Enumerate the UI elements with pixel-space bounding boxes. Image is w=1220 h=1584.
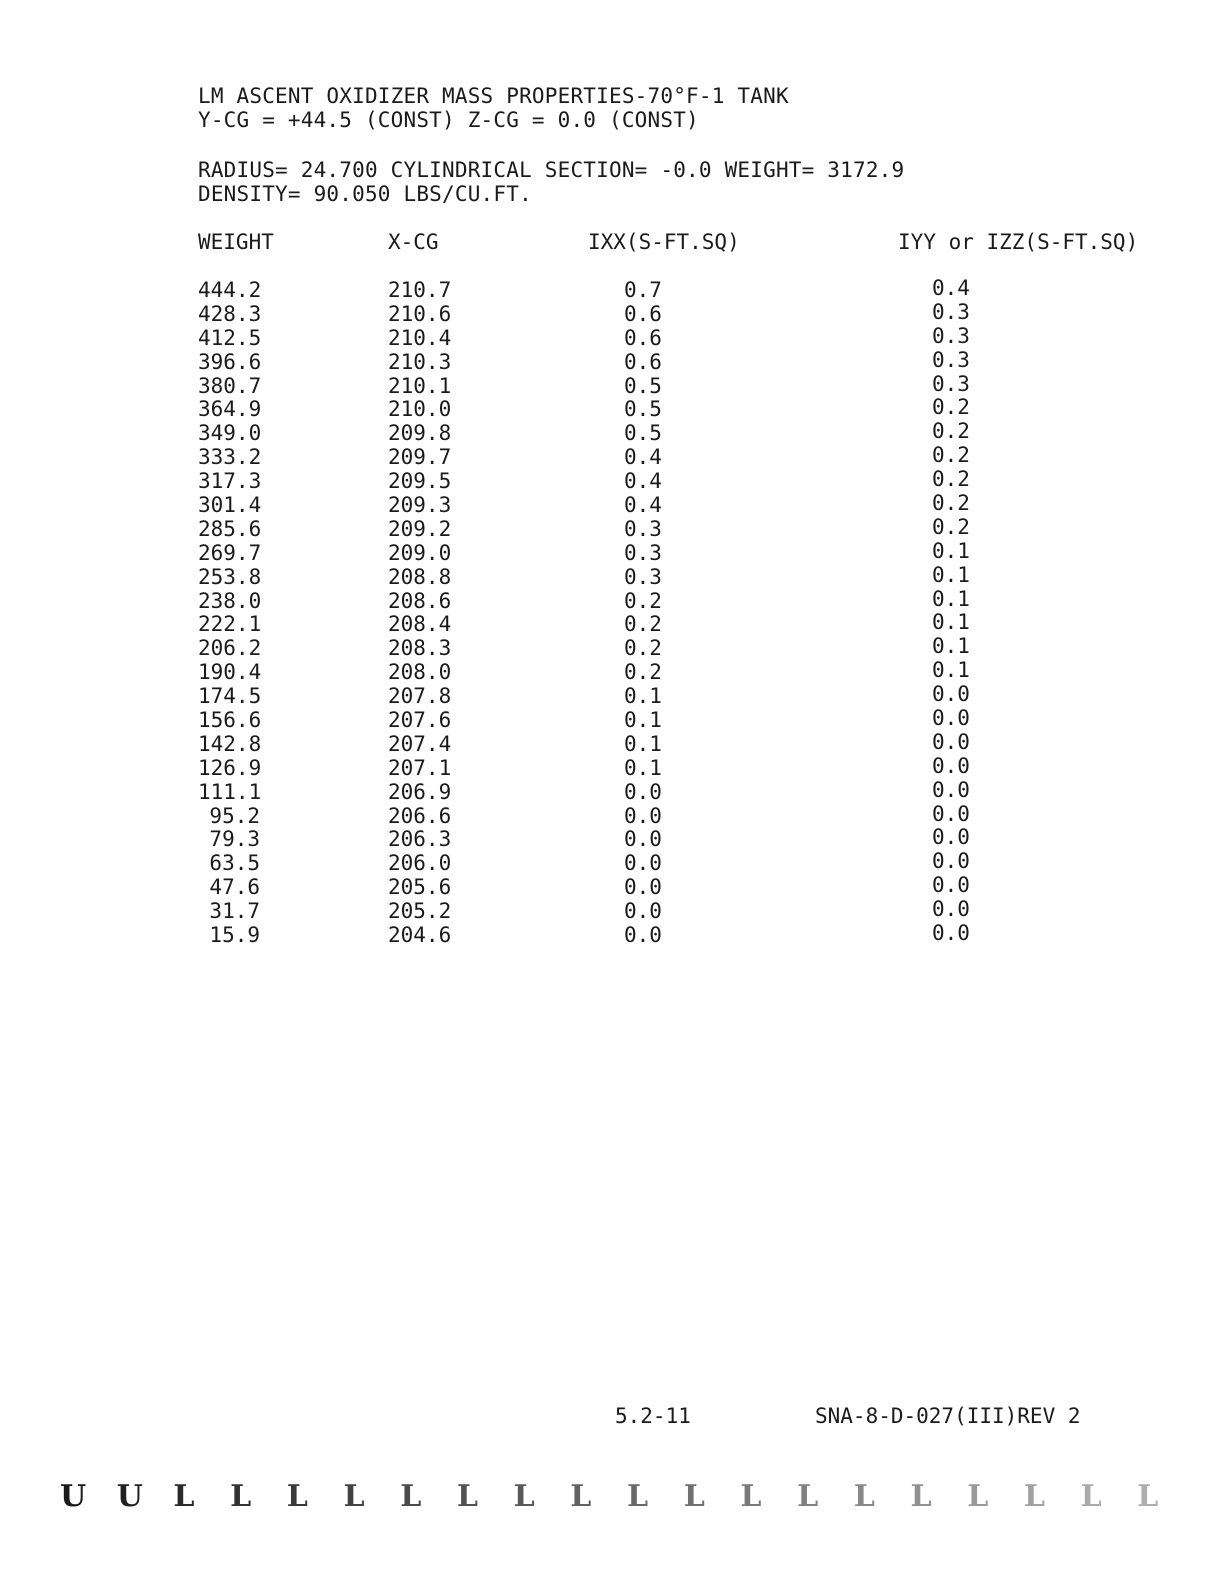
table-cell-iyy: 0.4 — [932, 276, 970, 300]
edge-mark: L — [740, 1479, 762, 1514]
table-cell-weight: 79.3 — [209, 827, 260, 852]
table-cell-ixx: 0.6 — [624, 301, 662, 326]
table-cell-xcg: 208.3 — [388, 636, 452, 661]
table-cell-ixx: 0.0 — [624, 827, 662, 852]
table-cell-xcg: 209.2 — [388, 516, 452, 541]
table-row — [0, 851, 1220, 875]
table-cell-ixx: 0.1 — [624, 755, 662, 780]
table-cell-iyy: 0.3 — [932, 323, 970, 348]
table-cell-ixx: 0.1 — [624, 708, 662, 733]
table-cell-weight: 95.2 — [209, 803, 260, 828]
page-number: 5.2-11 — [615, 1404, 691, 1428]
edge-mark: L — [456, 1479, 478, 1514]
table-cell-iyy: 0.0 — [932, 921, 970, 946]
table-cell-xcg: 209.3 — [388, 493, 452, 518]
table-cell-weight: 126.9 — [198, 755, 262, 780]
table-cell-iyy: 0.1 — [932, 610, 970, 635]
table-row — [0, 729, 1220, 756]
table-row — [0, 397, 1220, 421]
table-cell-iyy: 0.2 — [932, 419, 970, 444]
edge-mark: L — [1080, 1479, 1102, 1514]
table-row — [0, 514, 1220, 541]
tank-parameters: RADIUS= 24.700 CYLINDRICAL SECTION= -0.0 WEIGHT= 3172.9 — [198, 158, 905, 182]
table-cell-weight: 333.2 — [198, 445, 262, 470]
table-cell-iyy: 0.1 — [932, 634, 970, 659]
table-cell-xcg: 209.8 — [388, 421, 452, 446]
table-cell-iyy: 0.0 — [932, 753, 970, 778]
table-cell-weight: 444.2 — [198, 278, 262, 302]
edge-mark: L — [173, 1479, 195, 1514]
table-cell-iyy: 0.0 — [932, 825, 970, 850]
edge-mark: U — [116, 1479, 143, 1514]
table-cell-ixx: 0.2 — [624, 588, 662, 613]
table-cell-weight: 317.3 — [198, 469, 262, 494]
density-parameter: DENSITY= 90.050 LBS/CU.FT. — [198, 182, 532, 206]
table-cell-ixx: 0.2 — [624, 612, 662, 637]
edge-mark: L — [683, 1479, 705, 1514]
edge-mark: U — [60, 1479, 87, 1514]
table-row — [0, 612, 1220, 636]
table-cell-weight: 253.8 — [198, 564, 262, 589]
edge-mark: L — [230, 1479, 252, 1514]
table-cell-xcg: 204.6 — [388, 923, 452, 948]
table-cell-iyy: 0.0 — [932, 682, 970, 707]
table-cell-weight: 31.7 — [209, 899, 260, 924]
table-row — [0, 445, 1220, 469]
edge-mark: L — [400, 1479, 422, 1514]
table-cell-xcg: 206.9 — [388, 779, 452, 804]
table-row — [0, 636, 1220, 660]
table-cell-iyy: 0.0 — [932, 729, 970, 754]
table-cell-iyy: 0.2 — [932, 395, 970, 420]
table-row — [0, 899, 1220, 923]
edge-mark: L — [343, 1479, 365, 1514]
table-cell-ixx: 0.1 — [624, 731, 662, 756]
table-cell-ixx: 0.0 — [624, 899, 662, 924]
table-row — [0, 278, 1220, 302]
table-cell-iyy: 0.0 — [932, 801, 970, 826]
table-cell-xcg: 207.8 — [388, 684, 452, 709]
table-cell-weight: 364.9 — [198, 397, 262, 422]
edge-mark: L — [286, 1479, 308, 1514]
table-cell-ixx: 0.1 — [624, 684, 662, 709]
table-cell-weight: 156.6 — [198, 708, 262, 733]
table-cell-ixx: 0.0 — [624, 779, 662, 804]
table-cell-ixx: 0.4 — [624, 445, 662, 470]
table-cell-iyy: 0.0 — [932, 849, 970, 874]
table-cell-ixx: 0.5 — [624, 373, 662, 398]
table-row — [0, 323, 1220, 350]
table-cell-xcg: 210.0 — [388, 397, 452, 422]
table-row — [0, 827, 1220, 851]
table-cell-iyy: 0.2 — [932, 467, 970, 492]
table-row — [0, 753, 1220, 780]
table-cell-weight: 206.2 — [198, 636, 262, 661]
table-cell-iyy: 0.2 — [932, 514, 970, 539]
table-cell-weight: 269.7 — [198, 540, 262, 565]
table-cell-weight: 380.7 — [198, 373, 262, 398]
table-cell-iyy: 0.1 — [932, 586, 970, 611]
document-id: SNA-8-D-027(III)REV 2 — [815, 1404, 1081, 1428]
table-row — [0, 562, 1220, 589]
table-row — [0, 875, 1220, 899]
edge-mark: L — [853, 1479, 875, 1514]
table-cell-ixx: 0.0 — [624, 803, 662, 828]
table-cell-ixx: 0.7 — [624, 278, 662, 302]
table-cell-xcg: 210.4 — [388, 325, 452, 350]
table-cell-iyy: 0.3 — [932, 299, 970, 324]
table-cell-xcg: 206.0 — [388, 851, 452, 876]
column-header-ixx: IXX(S-FT.SQ) — [588, 230, 740, 254]
table-row — [0, 493, 1220, 517]
edge-mark: L — [967, 1479, 989, 1514]
table-cell-ixx: 0.5 — [624, 421, 662, 446]
table-row — [0, 708, 1220, 732]
table-cell-weight: 301.4 — [198, 493, 262, 518]
table-cell-ixx: 0.5 — [624, 397, 662, 422]
table-cell-ixx: 0.0 — [624, 923, 662, 948]
table-cell-weight: 396.6 — [198, 349, 262, 374]
table-cell-ixx: 0.3 — [624, 564, 662, 589]
table-cell-xcg: 210.3 — [388, 349, 452, 374]
table-row — [0, 660, 1220, 684]
table-cell-iyy: 0.1 — [932, 658, 970, 683]
table-cell-xcg: 207.4 — [388, 731, 452, 756]
document-subtitle: Y-CG = +44.5 (CONST) Z-CG = 0.0 (CONST) — [198, 108, 699, 132]
table-cell-xcg: 210.1 — [388, 373, 452, 398]
table-row — [0, 469, 1220, 493]
table-row — [0, 801, 1220, 828]
table-cell-weight: 174.5 — [198, 684, 262, 709]
table-cell-xcg: 205.2 — [388, 899, 452, 924]
table-row — [0, 538, 1220, 565]
table-cell-weight: 222.1 — [198, 612, 262, 637]
table-cell-xcg: 208.6 — [388, 588, 452, 613]
edge-mark: L — [627, 1479, 649, 1514]
table-cell-weight: 238.0 — [198, 588, 262, 613]
table-cell-weight: 412.5 — [198, 325, 262, 350]
table-row — [0, 347, 1220, 374]
table-cell-xcg: 210.7 — [388, 278, 452, 302]
table-cell-xcg: 207.6 — [388, 708, 452, 733]
table-cell-iyy: 0.2 — [932, 443, 970, 468]
table-cell-iyy: 0.0 — [932, 897, 970, 922]
table-cell-weight: 190.4 — [198, 660, 262, 685]
table-cell-ixx: 0.0 — [624, 875, 662, 900]
table-cell-ixx: 0.2 — [624, 636, 662, 661]
table-cell-xcg: 207.1 — [388, 755, 452, 780]
table-row — [0, 299, 1220, 326]
table-row — [0, 923, 1220, 947]
edge-mark: L — [513, 1479, 535, 1514]
table-cell-iyy: 0.2 — [932, 491, 970, 516]
table-cell-xcg: 206.3 — [388, 827, 452, 852]
table-cell-weight: 142.8 — [198, 731, 262, 756]
table-cell-weight: 15.9 — [209, 923, 260, 948]
edge-mark: L — [570, 1479, 592, 1514]
table-cell-xcg: 210.6 — [388, 301, 452, 326]
table-cell-weight: 47.6 — [209, 875, 260, 900]
table-cell-ixx: 0.4 — [624, 469, 662, 494]
table-cell-iyy: 0.1 — [932, 562, 970, 587]
table-cell-iyy: 0.3 — [932, 347, 970, 372]
document-title: LM ASCENT OXIDIZER MASS PROPERTIES-70°F-1 TANK — [198, 84, 789, 108]
table-cell-ixx: 0.3 — [624, 540, 662, 565]
table-cell-xcg: 208.8 — [388, 564, 452, 589]
table-cell-iyy: 0.1 — [932, 538, 970, 563]
table-cell-iyy: 0.0 — [932, 706, 970, 731]
table-cell-ixx: 0.6 — [624, 325, 662, 350]
table-cell-weight: 63.5 — [209, 851, 260, 876]
table-row — [0, 586, 1220, 613]
table-cell-xcg: 206.6 — [388, 803, 452, 828]
table-cell-iyy: 0.0 — [932, 777, 970, 802]
table-cell-weight: 111.1 — [198, 779, 262, 804]
edge-mark: L — [1023, 1479, 1045, 1514]
edge-mark: L — [797, 1479, 819, 1514]
column-header-weight: WEIGHT — [198, 230, 274, 254]
column-header-iyy-izz: IYY or IZZ(S-FT.SQ) — [898, 230, 1139, 254]
table-cell-weight: 285.6 — [198, 516, 262, 541]
mass-properties-table — [0, 278, 1220, 947]
table-cell-iyy: 0.3 — [932, 371, 970, 396]
table-cell-xcg: 209.5 — [388, 469, 452, 494]
table-row — [0, 684, 1220, 708]
edge-mark: L — [910, 1479, 932, 1514]
edge-mark: L — [1137, 1479, 1159, 1514]
table-row — [0, 777, 1220, 804]
table-cell-xcg: 209.0 — [388, 540, 452, 565]
table-cell-ixx: 0.0 — [624, 851, 662, 876]
table-cell-ixx: 0.6 — [624, 349, 662, 374]
table-cell-iyy: 0.0 — [932, 873, 970, 898]
table-cell-weight: 349.0 — [198, 421, 262, 446]
table-cell-ixx: 0.3 — [624, 516, 662, 541]
table-row — [0, 421, 1220, 445]
table-cell-weight: 428.3 — [198, 301, 262, 326]
table-cell-xcg: 208.4 — [388, 612, 452, 637]
table-cell-ixx: 0.4 — [624, 493, 662, 518]
table-cell-xcg: 205.6 — [388, 875, 452, 900]
column-header-x-cg: X-CG — [388, 230, 439, 254]
table-cell-ixx: 0.2 — [624, 660, 662, 685]
table-cell-xcg: 209.7 — [388, 445, 452, 470]
table-row — [0, 371, 1220, 398]
table-cell-xcg: 208.0 — [388, 660, 452, 685]
film-edge-marks — [60, 1480, 1160, 1520]
